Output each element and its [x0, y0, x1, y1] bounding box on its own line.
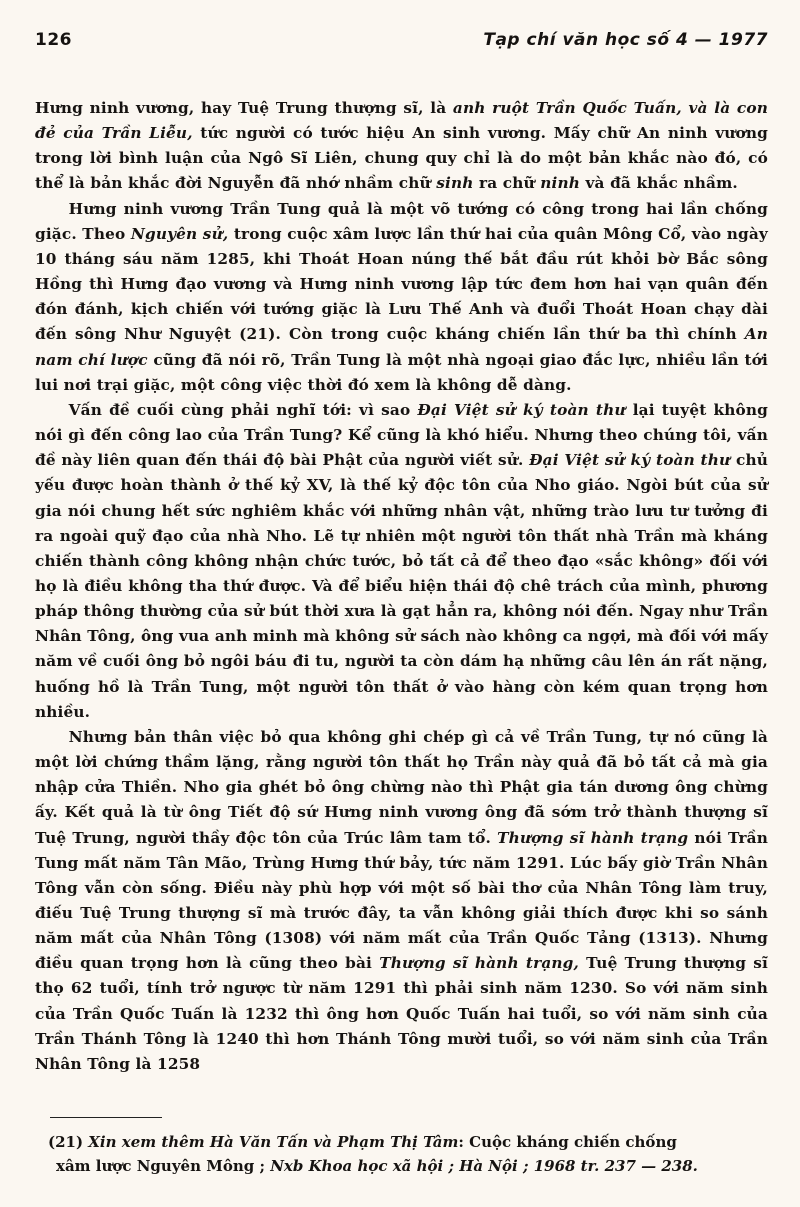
italic-text: Đại Việt sử ký toàn thư	[529, 451, 731, 470]
text-run: chủ yếu được hoàn thành ở thế kỷ XV, là thế kỷ độc tôn của Nho giáo. Ngòi bút của sử gia nói chung hết sức nghiêm khắc với những nhân vật, những trào lưu tư tưởng đi ra ngoài quỹ đạo của nhà Nho. Lẽ tự nhiên một người tôn thất nhà Trần mà kháng chiến thành công không nhận chức tước, bỏ tất cả để theo đạo «sắc không» đối với họ là điều không tha thứ được. Và để biểu hiện thái độ chê trách của mình, phương pháp thông thường của sử bút thời xưa là gạt hẳn ra, không nói đến. Ngay như Trần Nhân Tông, ông vua anh minh mà không sử sách nào không ca ngợi, mà đối với mấy năm về cuối ông bỏ ngôi báu đi tu, người ta còn dám hạ những câu lên án rất nặng, huống hồ là Trần Tung, một người tôn thất ở vào hàng còn kém quan trọng hơn nhiều.	[35, 451, 768, 721]
italic-text: Nguyên sử,	[130, 224, 229, 243]
page-number: 126	[35, 30, 72, 50]
text-run: tức người có tước hiệu An sinh vương. Mấy chữ An ninh vương trong lời bình luận của Ngô Sĩ Liên, chung quy chỉ là do một bản khắc nào đó, có thể là bản khắc đời Nguyễn đã nhớ nhầm chữ	[35, 124, 768, 193]
text-run: (21)	[48, 1133, 89, 1151]
article-body	[35, 96, 768, 1077]
italic-text: sinh	[436, 174, 474, 193]
italic-text: An nam chí lược	[35, 325, 768, 369]
text-run: : Cuộc kháng chiến chống	[458, 1133, 677, 1151]
italic-text: anh ruột Trần Quốc Tuấn, và là con đẻ của Trần Liễu,	[35, 99, 768, 143]
italic-text: Thượng sĩ hành trạng,	[379, 954, 579, 973]
text-run: Nhưng bản thân việc bỏ qua không ghi chép gì cả về Trần Tung, tự nó cũng là một lời chứng thầm lặng, rằng người tôn thất họ Trần này quả đã bỏ tất cả mà gia nhập cửa Thiền. Nho gia ghét bỏ ông chừng nào thì Phật gia tán dương ông chừng ấy. Kết quả là từ ông Tiết độ sứ Hưng ninh vương ông đã sớm trở thành thượng sĩ Tuệ Trung, người thầy độc tôn của Trúc lâm tam tổ.	[35, 727, 768, 847]
footnote-line	[48, 1130, 770, 1154]
italic-text: Đại Việt sử ký toàn thư	[417, 400, 626, 419]
text-run: nói Trần Tung mất năm Tân Mão, Trùng Hưng thứ bảy, tức năm 1291. Lúc bấy giờ Trần Nhân Tông vẫn còn sống. Điều này phù hợp với một số bài thơ của Nhân Tông làm truy, điếu Tuệ Trung thượng sĩ mà trước đây, ta vẫn không giải thích được khi so sánh năm mất của Nhân Tông (1308) với năm mất của Trần Quốc Tảng (1313). Nhưng điều quan trọng hơn là cũng theo bài	[35, 828, 769, 973]
text-run: xâm lược Nguyên Mông ;	[56, 1157, 271, 1175]
text-run: và đã khắc nhầm.	[580, 174, 738, 193]
text-run: Hưng ninh vương, hay Tuệ Trung thượng sĩ, là	[35, 99, 453, 117]
italic-text: Thượng sĩ hành trạng	[497, 828, 689, 847]
text-run: trong cuộc xâm lược lần thứ hai của quân Mông Cổ, vào ngày 10 tháng sáu năm 1285, khi Thoát Hoan núng thế bắt đầu rút khỏi bờ Bắc sông Hồng thì Hưng đạo vương và Hưng ninh vương lập tức đem hơn hai vạn quân đến đón đánh, kịch chiến với tướng giặc là Lưu Thế Anh và đuổi Thoát Hoan chạy dài đến sông Như Nguyệt (21). Còn trong cuộc kháng chiến lần thứ ba thì chính	[35, 224, 768, 344]
paragraph	[35, 398, 768, 725]
text-run: Vấn đề cuối cùng phải nghĩ tới: vì sao	[68, 400, 418, 419]
text-run: ra chữ	[473, 174, 541, 193]
footnote	[48, 1130, 770, 1178]
text-run: Hưng ninh vương Trần Tung quả là một võ tướng có công trong hai lần chống giặc. Theo	[35, 199, 768, 243]
running-head: Tạp chí văn học số 4 — 1977	[483, 30, 768, 50]
paragraph	[35, 725, 768, 1077]
text-run: cũng đã nói rõ, Trần Tung là một nhà ngoại giao đắc lực, nhiều lần tới lui nơi trại giặc, một công việc thời đó xem là không dễ dàng.	[35, 350, 768, 394]
paragraph	[35, 197, 768, 398]
italic-text: ninh	[540, 174, 581, 193]
italic-text: Xin xem thêm Hà Văn Tấn và Phạm Thị Tâm	[88, 1133, 459, 1151]
footnote-separator	[50, 1117, 162, 1118]
paragraph	[35, 96, 768, 197]
footnote-line	[48, 1154, 770, 1178]
page-header	[35, 30, 768, 50]
text-run: Tuệ Trung thượng sĩ thọ 62 tuổi, tính trở ngược từ năm 1291 thì phải sinh năm 1230. So với năm sinh của Trần Quốc Tuấn là 1232 thì ông hơn Quốc Tuấn hai tuổi, so với năm sinh của Trần Thánh Tông là 1240 thì hơn Thánh Tông mười tuổi, so với năm sinh của Trần Nhân Tông là 1258	[35, 954, 768, 1073]
text-run: lại tuyệt không nói gì đến công lao của Trần Tung? Kể cũng là khó hiểu. Nhưng theo chúng tôi, vấn đề này liên quan đến thái độ bài Phật của người viết sử.	[35, 400, 768, 470]
italic-text: Nxb Khoa học xã hội ; Hà Nội ; 1968 tr. 237 — 238.	[270, 1157, 698, 1175]
